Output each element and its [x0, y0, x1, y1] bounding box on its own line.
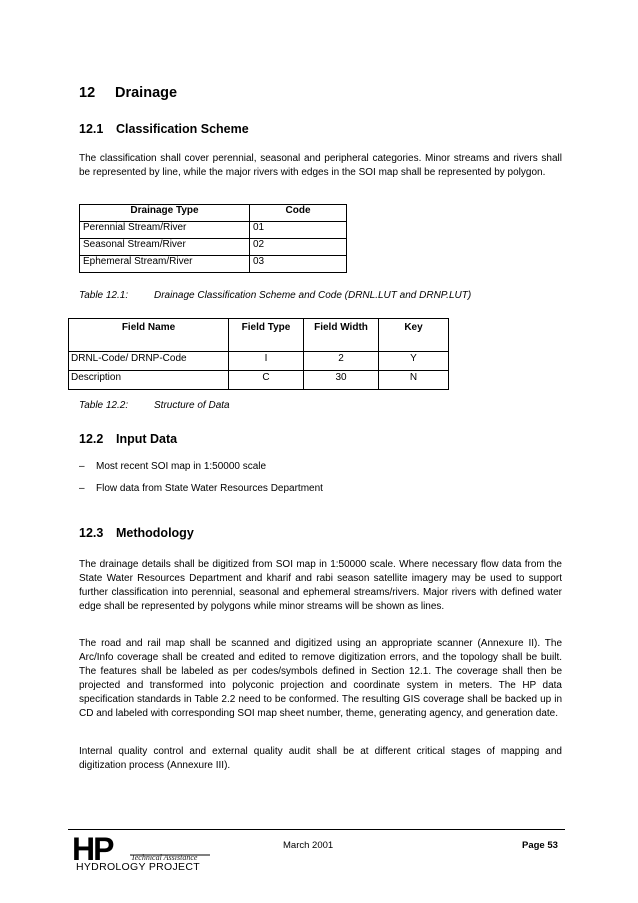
- list-item: [79, 461, 266, 472]
- table-header-cell: Field Name: [69, 319, 229, 352]
- table-caption-12-1: [79, 290, 471, 301]
- footer-divider: [68, 829, 565, 830]
- table-cell: Seasonal Stream/River: [80, 239, 250, 256]
- list-item-text: Most recent SOI map in 1:50000 scale: [96, 461, 267, 472]
- subsection-heading-12-3: [79, 526, 194, 540]
- classification-paragraph: The classification shall cover perennial, seasonal and peripheral categories. Minor streams and rivers shall be represented by line, while the major rivers with edges in the SOI map shall be represented by polygon.: [79, 153, 562, 178]
- table-cell: Y: [379, 352, 449, 371]
- table-header-cell: Field Type: [229, 319, 304, 352]
- table-cell: 01: [250, 222, 347, 239]
- data-structure-table: [68, 318, 449, 390]
- section-heading: [79, 85, 177, 101]
- subsection-title: Classification Scheme: [116, 122, 249, 136]
- table-cell: Ephemeral Stream/River: [80, 256, 250, 273]
- table-cell: 03: [250, 256, 347, 273]
- table-row: [80, 239, 347, 256]
- subsection-number: 12.1: [79, 122, 104, 136]
- table-header-cell: Field Width: [304, 319, 379, 352]
- section-number: 12: [79, 85, 96, 101]
- list-item-text: Flow data from State Water Resources Department: [96, 483, 323, 494]
- caption-text: Drainage Classification Scheme and Code (DRNL.LUT and DRNP.LUT): [154, 290, 472, 301]
- table-cell: 30: [304, 371, 379, 390]
- table-row: [69, 352, 449, 371]
- table-caption-12-2: [79, 400, 230, 411]
- table-cell: N: [379, 371, 449, 390]
- subsection-title: Methodology: [116, 526, 194, 540]
- table-header-row: [69, 319, 449, 352]
- subsection-heading-12-1: [79, 122, 249, 136]
- section-title: Drainage: [115, 85, 178, 101]
- table-cell: DRNL-Code/ DRNP-Code: [69, 352, 229, 371]
- table-cell: 02: [250, 239, 347, 256]
- logo-project-name: HYDROLOGY PROJECT: [76, 861, 200, 873]
- methodology-paragraph-1: The drainage details shall be digitized from SOI map in 1:50000 scale. Where necessary flow data from the State Water Resources Department and kharif and rabi season satellite imagery may be used to support further classification into perennial, seasonal and ephemeral streams/rivers. Major rivers with defined water edge shall be represented by polygons while minor streams will be shown as lines.: [79, 559, 562, 612]
- subsection-number: 12.3: [79, 526, 104, 540]
- subsection-heading-12-2: [79, 432, 177, 446]
- caption-number: Table 12.1:: [79, 290, 129, 301]
- table-row: [80, 222, 347, 239]
- logo-tagline: Technical Assistance: [131, 853, 198, 862]
- table-cell: C: [229, 371, 304, 390]
- caption-text: Structure of Data: [154, 400, 230, 411]
- methodology-paragraph-3: Internal quality control and external quality audit shall be at different critical stages of mapping and digitization process (Annexure III).: [79, 746, 562, 771]
- subsection-title: Input Data: [116, 432, 178, 446]
- table-cell: I: [229, 352, 304, 371]
- table-row: [80, 256, 347, 273]
- table-cell: 2: [304, 352, 379, 371]
- list-item: [79, 483, 323, 494]
- footer-date: March 2001: [283, 840, 334, 851]
- table-header-row: [80, 205, 347, 222]
- methodology-paragraph-2: The road and rail map shall be scanned and digitized using an appropriate scanner (Annexure II). The Arc/Info coverage shall be created and edited to remove digitization errors, and the topology shall be built. The features shall be labeled as per codes/symbols defined in Section 12.1. The coverage shall then be projected and transformed into polyconic projection and coordinate system in meters. The HP data specification standards in Table 2.2 need to be conformed. The resulting GIS coverage shall be backed up in CD and labeled with corresponding SOI map sheet number, theme, generating agency, and generation date.: [79, 638, 562, 719]
- subsection-number: 12.2: [79, 432, 104, 446]
- logo-letters: HP: [72, 833, 113, 867]
- bullet-dash: –: [79, 483, 85, 494]
- table-cell: Perennial Stream/River: [80, 222, 250, 239]
- table-row: [69, 371, 449, 390]
- table-header-cell: Key: [379, 319, 449, 352]
- table-header-cell: Drainage Type: [80, 205, 250, 222]
- caption-number: Table 12.2:: [79, 400, 129, 411]
- page-number: Page 53: [522, 840, 558, 851]
- drainage-type-table: [79, 204, 347, 273]
- bullet-dash: –: [79, 461, 85, 472]
- table-cell: Description: [69, 371, 229, 390]
- logo-dot: [121, 843, 127, 849]
- table-header-cell: Code: [250, 205, 347, 222]
